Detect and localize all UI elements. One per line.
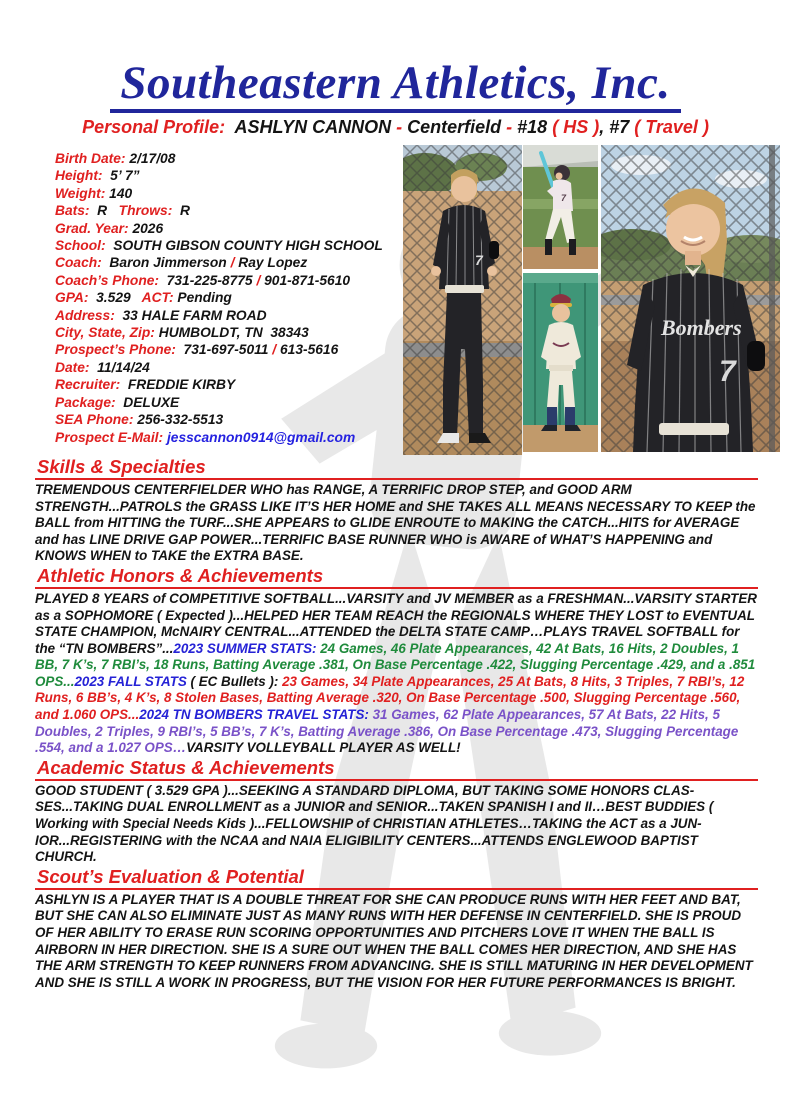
text-run: 11/14/24: [89, 359, 150, 375]
detail-line: [55, 289, 455, 306]
text-run: 23 Games, 34 Plate Appearances, 25 At Bats, 8 Hits, 3 Triples, 7 RBI’s, 12 Runs, 6 BB’s, 4 K’s, 8 Stolen Bases, Batting Average .320, On Base Percentage .500, Slugging Percentage .560, and 1.060 OPS...: [35, 673, 745, 723]
text-run: Baron Jimmerson: [101, 255, 231, 271]
detail-line: [55, 185, 455, 202]
detail-line: [55, 254, 455, 271]
text-run: Prospect E-Mail:: [55, 429, 164, 445]
text-run: Bats:: [55, 203, 90, 219]
detail-line: [55, 359, 455, 376]
profile-subtitle: [0, 117, 791, 138]
page-header: [0, 57, 791, 113]
text-run: TREMENDOUS CENTERFIELDER WHO has RANGE, A TERRIFIC DROP STEP, and GOOD ARM STRENGTH...PATROLS the GRASS LIKE IT’S HER HOME and SHE TAKES ALL MEANS NECESSARY TO KEEP the BALL from HITTING the TURF...SHE APPEARS to GLIDE ENROUTE to MAKING the CATCH...HITS for AVERAGE and has LINE DRIVE GAP POWER...TERRIFIC BASE RUNNER WHO is AWARE of WHAT’S HAPPENING and KNOWS WHEN to TAKE the EXTRA BASE.: [35, 481, 756, 564]
text-run: , #7: [599, 117, 635, 137]
detail-line: [55, 411, 455, 428]
text-run: Address:: [55, 307, 115, 323]
text-run: 2023 SUMMER STATS:: [173, 640, 317, 656]
text-run: Throws:: [118, 203, 173, 219]
skills-paragraph: [35, 482, 758, 565]
detail-line: [55, 272, 455, 289]
text-run: ACT:: [141, 290, 174, 306]
detail-line: [55, 341, 455, 358]
section-skills: [35, 457, 758, 565]
text-run: Weight:: [55, 185, 106, 201]
text-run: SEA Phone:: [55, 412, 134, 428]
detail-line: [55, 307, 455, 324]
section-heading-skills: Skills & Specialties: [35, 457, 758, 480]
text-run: ASHLYN CANNON: [234, 117, 397, 137]
text-run: R: [89, 203, 119, 219]
text-run: City, State, Zip:: [55, 325, 155, 341]
text-run: Centerfield: [407, 117, 507, 137]
photo-portrait-jersey: [601, 145, 780, 452]
text-run: ( Travel ): [634, 117, 709, 137]
text-run: Birth Date:: [55, 151, 126, 166]
page-title: Southeastern Athletics, Inc.: [110, 60, 680, 113]
text-run: R: [172, 203, 190, 219]
section-heading-athletic-honors: Athletic Honors & Achievements: [35, 566, 758, 589]
detail-line: [55, 429, 455, 446]
text-run: VARSITY VOLLEYBALL PLAYER AS WELL!: [186, 740, 461, 756]
text-run: 2023 FALL STATS: [74, 673, 187, 689]
detail-line: [55, 376, 455, 393]
text-run: 5’ 7”: [102, 168, 140, 184]
svg-text:Bombers: Bombers: [661, 315, 742, 340]
detail-line: [55, 394, 455, 411]
text-run: Pending: [173, 290, 232, 306]
detail-line: [55, 324, 455, 341]
text-run: ( EC Bullets ):: [186, 673, 279, 689]
text-run: Recruiter:: [55, 377, 121, 393]
text-run: -: [506, 117, 518, 137]
academic-status-paragraph: [35, 783, 758, 866]
section-heading-academic-status: Academic Status & Achievements: [35, 758, 758, 781]
text-run: 2026: [128, 220, 164, 236]
text-run: Grad. Year:: [55, 220, 129, 236]
text-run: 256-332-5513: [133, 412, 224, 428]
text-run: 3.529: [88, 290, 142, 306]
text-run: Height:: [55, 168, 103, 184]
text-run: ( HS ): [552, 117, 600, 137]
section-academic-status: [35, 758, 758, 866]
text-run: Prospect’s Phone:: [55, 342, 176, 358]
text-run: 24 Games, 46 Plate Appearances, 42 At Bats, 16 Hits, 2 Doubles, 1 BB, 7 K’s, 7 RBI’s, 18 Runs, Batting Average .381, On Base Percentage .422, Slugging Percentage .429, and a .851 OPS...: [35, 640, 756, 689]
text-run: ASHLYN IS A PLAYER THAT IS A DOUBLE THREAT FOR SHE CAN PRODUCE RUNS WITH HER FEET AND BAT, BUT SHE CAN ALSO ELIMINATE JUST AS MANY RUNS WITH HER DEFENSE IN CENTERFIELD. SHE IS PROUD OF HER ABILITY TO ERASE RUN SCORING OPPORTUNITIES AND PITCHERS LOVE IT WHEN THE BALL IS AIRBORN IN HER DIRECTION. SHE IS A SURE OUT WHEN THE BALL COMES HER DIRECTION, AND SHE HAS THE ARM STRENGTH TO KEEP RUNNERS FROM ADVANCING. SHE IS STILL MATURING IN HER DEVELOPMENT AND SHE IS STILL A WORK IN PROGRESS, BUT THE VISION FOR HER FUTURE PERFORMANCES IS BRIGHT.: [35, 891, 753, 990]
athletic-honors-paragraph: [35, 591, 758, 757]
text-run: 2024 TN BOMBERS TRAVEL STATS:: [139, 707, 369, 723]
scout-evaluation-paragraph: [35, 892, 758, 992]
section-scout-evaluation: [35, 867, 758, 992]
detail-line: [55, 220, 455, 237]
svg-text:7: 7: [719, 355, 736, 388]
text-run: 2/17/08: [125, 151, 176, 166]
detail-line: [55, 167, 455, 184]
photo-batting-stance: [523, 145, 598, 269]
text-run: #18: [517, 117, 553, 137]
text-run: GOOD STUDENT ( 3.529 GPA )...SEEKING A STANDARD DIPLOMA, BUT TAKING SOME HONORS CLASSES...TAKING DUAL ENROLLMENT as a JUNIOR and SENIOR...TAKEN SPANISH I and II…BEST BUDDIES ( Working with Special Needs Kids )...FELLOWSHIP of CHRISTIAN ATHLETES…TAKING the ACT as a JUNIOR...REGISTERING with the NCAA and NAIA ELIGIBILITY CENTERS...ATTENDS ENGLEWOOD BAPTIST CHURCH.: [35, 782, 714, 865]
text-run: -: [396, 117, 408, 137]
text-run: Personal Profile:: [82, 117, 235, 137]
text-run: 901-871-5610: [260, 272, 351, 288]
text-run: Coach:: [55, 255, 102, 271]
text-run: 31 Games, 62 Plate Appearances, 57 At Bats, 22 Hits, 5 Doubles, 2 Triples, 9 RBI’s, 5 BB’s, 7 K’s, Batting Average .386, On Base Percentage .473, Slugging Percentage .554, and a 1.027 OPS…: [35, 707, 739, 756]
text-run: DELUXE: [115, 394, 180, 410]
text-run: PLAYED 8 YEARS of COMPETITIVE SOFTBALL...VARSITY and JV MEMBER as a FRESHMAN...VARSITY STARTER as a SOPHOMORE ( Expected )...HELPED HER TEAM REACH the REGIONALS WHERE THEY LOST to EVENTUAL STATE CHAMPION, McNAIRY CENTRAL...ATTENDED the DELTA STATE CAMP…PLAYS TRAVEL SOFTBALL for the “TN BOMBERS”...: [35, 590, 757, 656]
text-run: 613-5616: [276, 342, 339, 358]
svg-text:7: 7: [561, 193, 567, 203]
text-run: 731-225-8775: [159, 272, 257, 288]
text-run: jesscannon0914@gmail.com: [163, 429, 356, 445]
text-run: SOUTH GIBSON COUNTY HIGH SCHOOL: [105, 238, 383, 254]
text-run: FREDDIE KIRBY: [120, 377, 236, 393]
text-run: 731-697-5011: [175, 342, 273, 358]
section-heading-scout-evaluation: Scout’s Evaluation & Potential: [35, 867, 758, 890]
profile-sections: [35, 457, 758, 992]
text-run: School:: [55, 238, 106, 254]
text-run: /: [272, 342, 277, 358]
text-run: Date:: [55, 359, 90, 375]
text-run: /: [256, 272, 261, 288]
text-run: 140: [105, 185, 133, 201]
svg-text:7: 7: [475, 252, 483, 268]
detail-line: [55, 202, 455, 219]
text-run: Coach’s Phone:: [55, 272, 160, 288]
text-run: Ray Lopez: [234, 255, 308, 271]
photo-white-uniform: [523, 273, 598, 452]
text-run: HUMBOLDT, TN 38343: [154, 325, 309, 341]
text-run: GPA:: [55, 290, 89, 306]
text-run: 33 HALE FARM ROAD: [114, 307, 267, 323]
text-run: Package:: [55, 394, 116, 410]
detail-line: [55, 237, 455, 254]
personal-details-list: [55, 150, 455, 446]
section-athletic-honors: [35, 566, 758, 757]
text-run: /: [230, 255, 235, 271]
detail-line: [55, 150, 455, 167]
